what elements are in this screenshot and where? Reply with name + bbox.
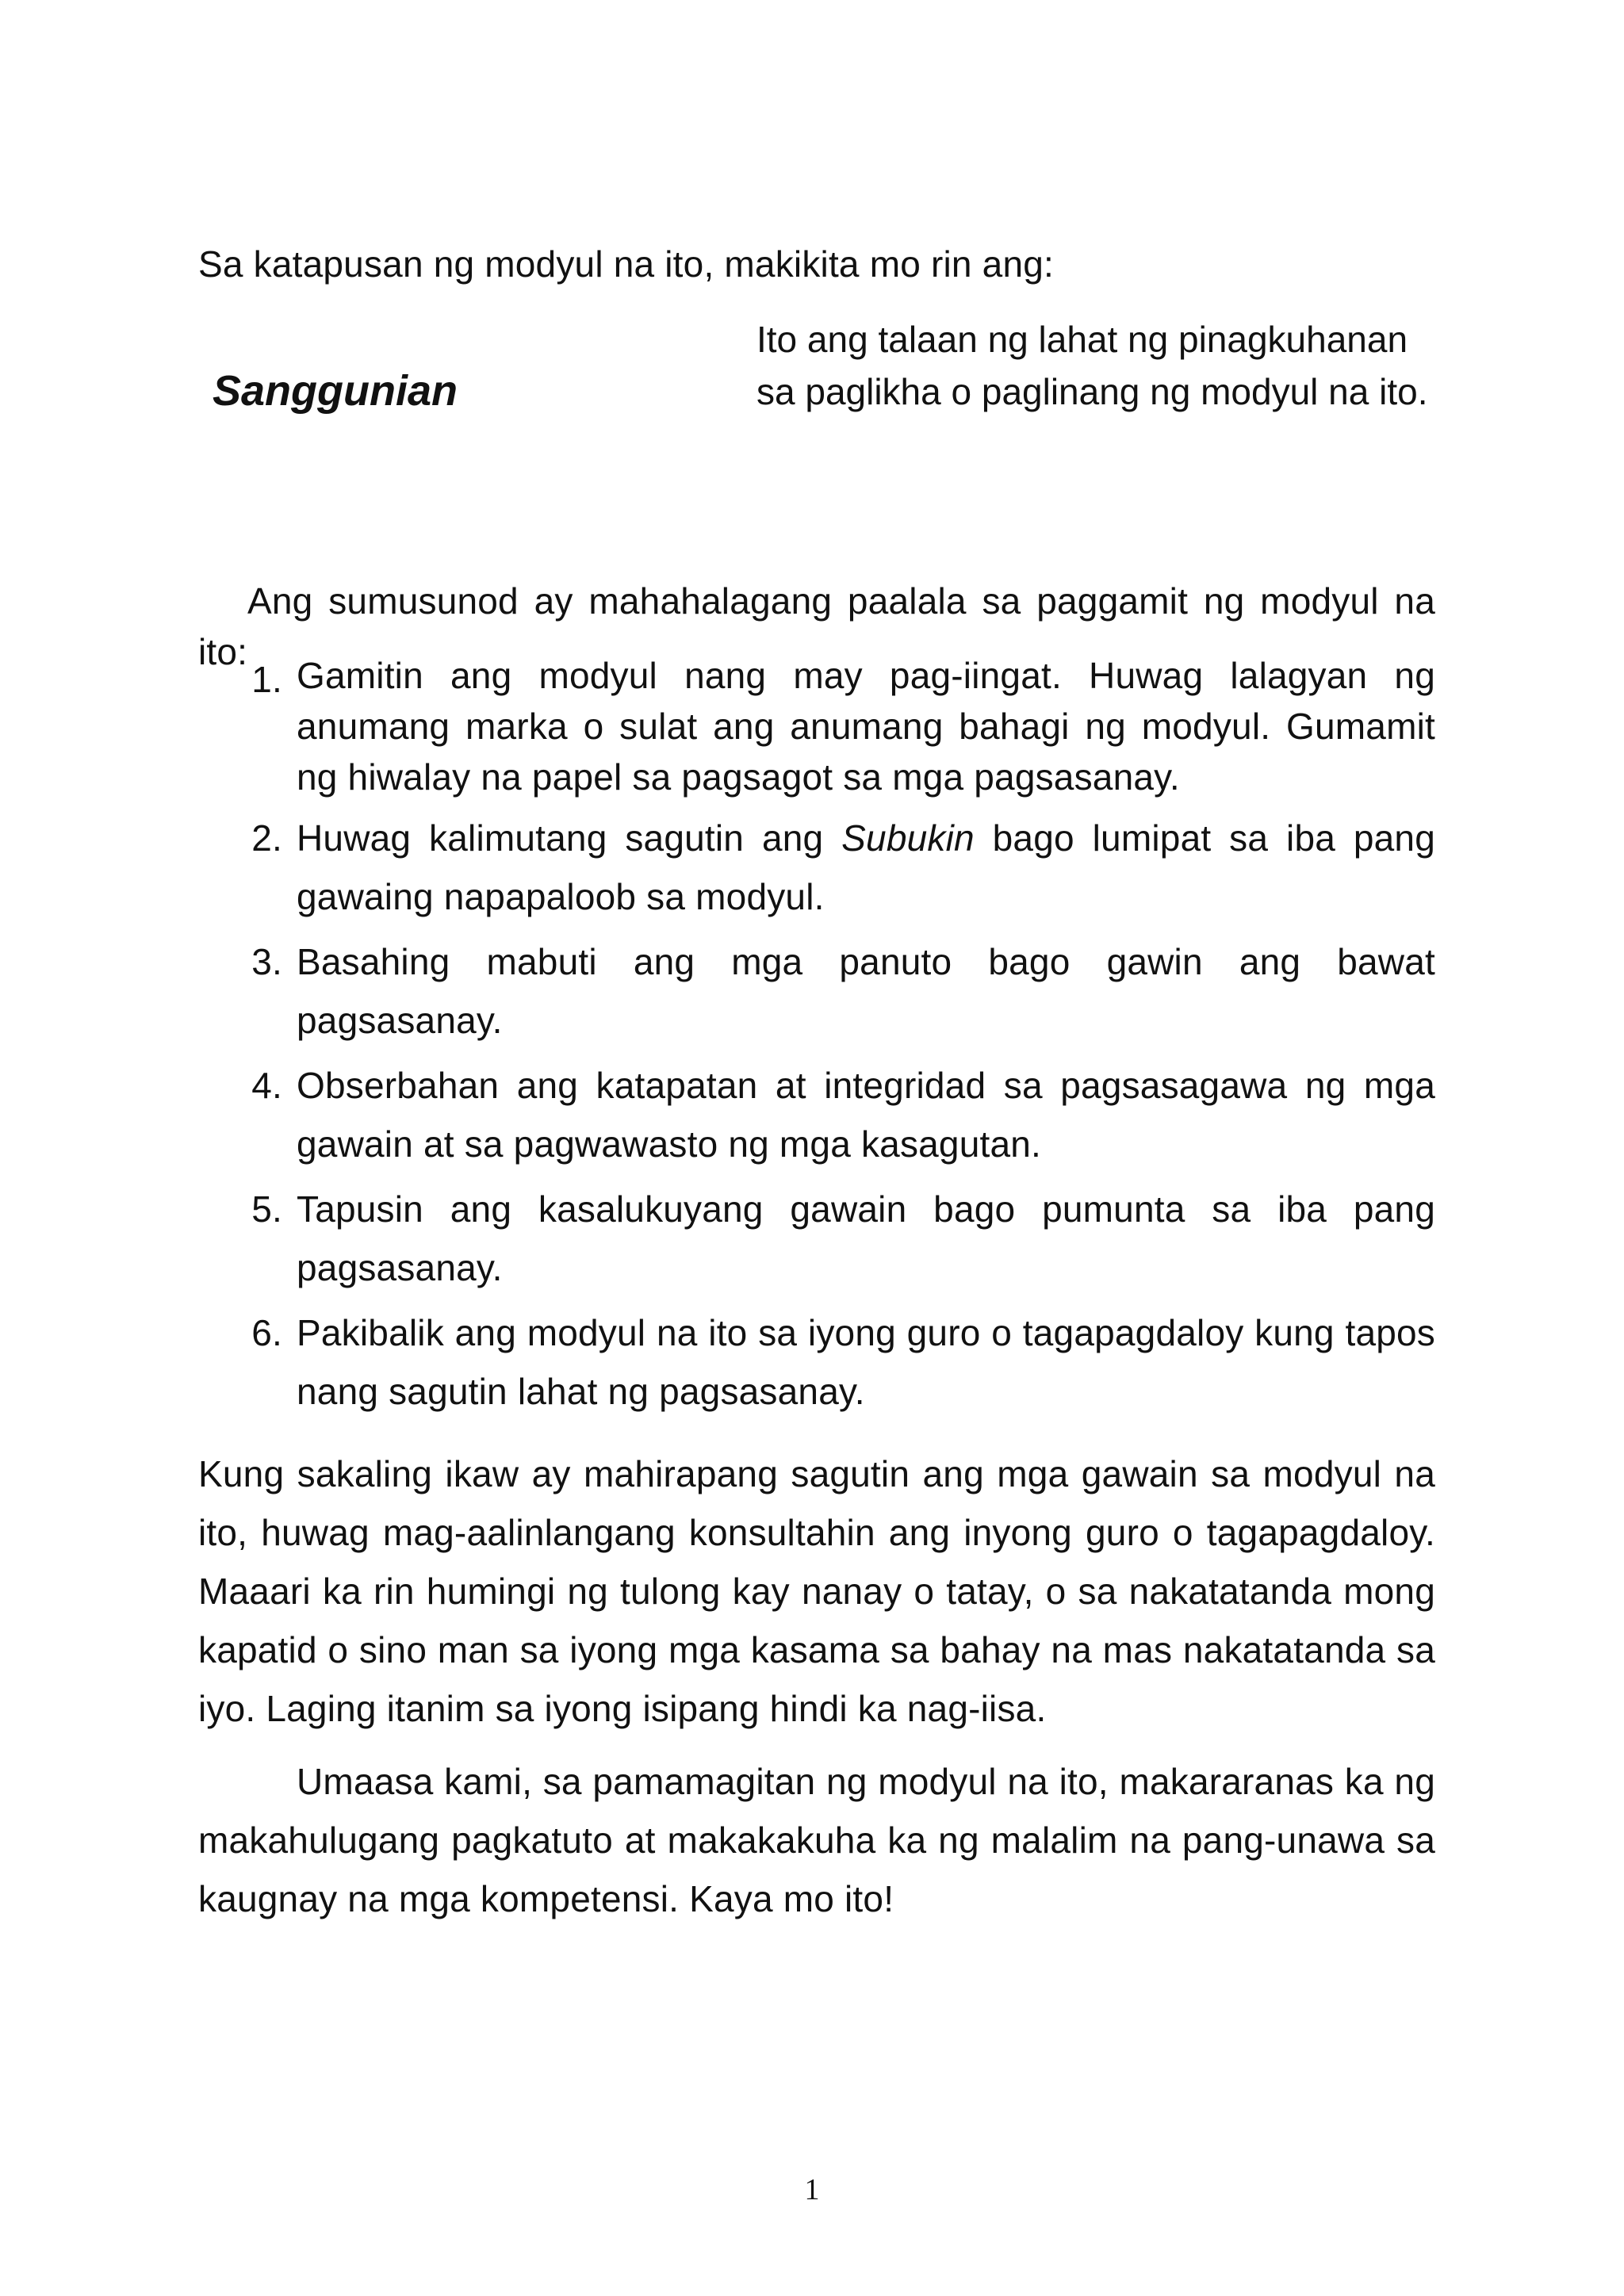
reminders-intro: Ang sumusunod ay mahahalagang paalala sa paggamit ng modyul na ito:	[198, 580, 1435, 672]
subukin-emphasis: Subukin	[841, 817, 975, 859]
reminder-list	[198, 650, 1435, 1427]
list-item-text-start: Huwag kalimutang sagutin ang	[297, 817, 842, 859]
list-item	[198, 1180, 1435, 1297]
list-item-text: Obserbahan ang katapatan at integridad sa pagsasagawa ng mga gawain at sa pagwawasto ng mga kasagutan.	[297, 1065, 1435, 1165]
list-item	[198, 809, 1435, 926]
list-item	[198, 650, 1435, 802]
list-item-text	[297, 809, 1435, 926]
page-number: 1	[804, 2173, 820, 2206]
list-item-number: 2.	[251, 817, 282, 859]
list-item	[198, 932, 1435, 1050]
list-item-number: 1.	[251, 659, 282, 700]
list-item-number: 4.	[251, 1065, 282, 1106]
list-item-number: 3.	[251, 941, 282, 982]
sanggunian-description: Ito ang talaan ng lahat ng pinagkuhanan sa paglikha o paglinang ng modyul na ito.	[756, 319, 1428, 412]
list-item-text-end: bago lumipat sa iba pang gawaing napapaloob sa modyul.	[297, 817, 1435, 917]
list-item-text: Gamitin ang modyul nang may pag-iingat. Huwag lalagyan ng anumang marka o sulat ang anumang bahagi ng modyul. Gumamit ng hiwalay na papel sa pagsagot sa mga pagsasanay.	[297, 655, 1435, 798]
list-item-number: 6.	[251, 1312, 282, 1353]
list-item-text: Pakibalik ang modyul na ito sa iyong guro o tagapagdaloy kung tapos nang sagutin lahat ng pagsasanay.	[297, 1312, 1435, 1412]
list-item	[198, 1056, 1435, 1173]
intro-line: Sa katapusan ng modyul na ito, makikita mo rin ang:	[198, 243, 1055, 285]
help-paragraph: Kung sakaling ikaw ay mahirapang sagutin ang mga gawain sa modyul na ito, huwag mag-aalinlangang konsultahin ang inyong guro o tagapagdaloy. Maaari ka rin humingi ng tulong kay nanay o tatay, o sa nakatatanda mong kapatid o sino man sa iyong mga kasama sa bahay na mas nakatatanda sa iyo. Laging itanim sa iyong isipang hindi ka nag-iisa.	[198, 1453, 1435, 1729]
list-item-text: Tapusin ang kasalukuyang gawain bago pumunta sa iba pang pagsasanay.	[297, 1188, 1435, 1288]
list-item-number: 5.	[251, 1188, 282, 1230]
sanggunian-term: Sanggunian	[213, 367, 458, 415]
list-item	[198, 1303, 1435, 1421]
list-item-text: Basahing mabuti ang mga panuto bago gawin ang bawat pagsasanay.	[297, 941, 1435, 1041]
closing-paragraph: Umaasa kami, sa pamamagitan ng modyul na ito, makararanas ka ng makahulugang pagkatuto at makakakuha ka ng malalim na pang-unawa sa kaugnay na mga kompetensi. Kaya mo ito!	[198, 1761, 1435, 1919]
